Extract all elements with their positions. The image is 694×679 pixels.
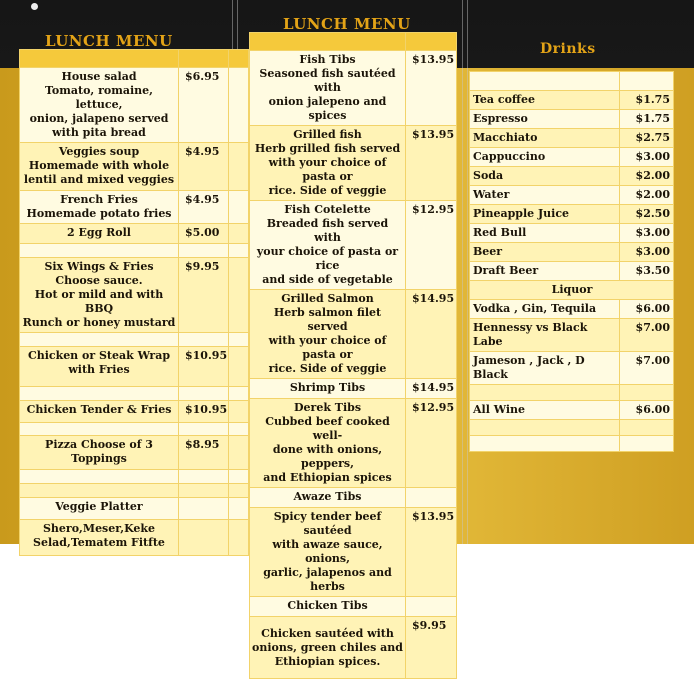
drink-category: [470, 281, 674, 300]
item-price: $10.95: [179, 347, 229, 387]
menu-item: [250, 290, 457, 379]
menu-item: [250, 617, 457, 679]
item-name: Derek Tibs Cubbed beef cooked well- done with onions, peppers, and Ethiopian spices: [250, 399, 406, 488]
drink-item: [470, 243, 674, 262]
middle-menu-title: LUNCH MENU: [283, 15, 411, 33]
drink-name: Red Bull: [470, 224, 620, 243]
item-name: House salad Tomato, romaine, lettuce, onion, jalapeno served with pita bread: [20, 68, 179, 143]
drink-item: [470, 300, 674, 319]
item-name: Chicken or Steak Wrap with Fries: [20, 347, 179, 387]
drink-price: $7.00: [620, 319, 674, 352]
drink-name: Jameson , Jack , D Black: [470, 352, 620, 385]
item-price: $9.95: [406, 617, 457, 679]
drink-price: $7.00: [620, 352, 674, 385]
fold-line-right: [462, 0, 463, 544]
menu-item: [20, 224, 249, 244]
drink-item: [470, 110, 674, 129]
menu-item: [250, 597, 457, 617]
drink-name: Tea coffee: [470, 91, 620, 110]
item-price: $10.95: [179, 401, 229, 423]
item-price: $5.00: [179, 224, 229, 244]
fold-line-right-2: [467, 0, 468, 544]
menu-item: [250, 399, 457, 488]
item-price: $12.95: [406, 399, 457, 488]
drink-item: [470, 186, 674, 205]
drink-price: $3.00: [620, 148, 674, 167]
drink-name: Pineapple Juice: [470, 205, 620, 224]
menu-item: [20, 143, 249, 191]
menu-item: [250, 379, 457, 399]
item-price: [179, 520, 229, 556]
item-name: Six Wings & Fries Choose sauce. Hot or mild and with BBQ Runch or honey mustard: [20, 258, 179, 333]
item-price: [406, 488, 457, 508]
drink-name: Vodka , Gin, Tequila: [470, 300, 620, 319]
item-name: Pizza Choose of 3 Toppings: [20, 436, 179, 470]
drink-item: [470, 205, 674, 224]
drinks-title: Drinks: [540, 41, 596, 57]
menu-item: [20, 520, 249, 556]
drink-name: Cappuccino: [470, 148, 620, 167]
left-menu-title: LUNCH MENU: [45, 32, 173, 50]
menu-item: [20, 436, 249, 470]
item-price: $13.95: [406, 51, 457, 126]
drink-price: $6.00: [620, 401, 674, 420]
menu-item: [250, 488, 457, 508]
drink-name: Water: [470, 186, 620, 205]
item-price: $13.95: [406, 126, 457, 201]
menu-item: [20, 258, 249, 333]
menu-item: [20, 191, 249, 224]
drink-price: $6.00: [620, 300, 674, 319]
drink-name: Soda: [470, 167, 620, 186]
menu-item: [250, 508, 457, 597]
item-name: Spicy tender beef sautéed with awaze sauce, onions, garlic, jalapenos and herbs: [250, 508, 406, 597]
menu-item: [20, 347, 249, 387]
item-name: Shero,Meser,Keke Selad,Tematem Fitfte: [20, 520, 179, 556]
item-name: Grilled Salmon Herb salmon filet served with your choice of pasta or rice. Side of veggie: [250, 290, 406, 379]
item-price: $4.95: [179, 143, 229, 191]
item-name: Chicken Tender & Fries: [20, 401, 179, 423]
drink-item: [470, 224, 674, 243]
left-menu-table: [19, 49, 249, 556]
drink-price: $3.50: [620, 262, 674, 281]
item-name: Chicken Tibs: [250, 597, 406, 617]
menu-item: [250, 201, 457, 290]
menu-item: [20, 68, 249, 143]
drink-price: $3.00: [620, 224, 674, 243]
menu-item: [250, 126, 457, 201]
item-price: $4.95: [179, 191, 229, 224]
drink-price: $2.50: [620, 205, 674, 224]
item-price: [406, 597, 457, 617]
drink-price: [620, 385, 674, 401]
drink-item: [470, 148, 674, 167]
drink-item: [470, 262, 674, 281]
item-price: [179, 498, 229, 520]
drink-price: $2.00: [620, 186, 674, 205]
drink-name: Hennessy vs Black Labe: [470, 319, 620, 352]
item-name: Grilled fish Herb grilled fish served with your choice of pasta or rice. Side of veggie: [250, 126, 406, 201]
drink-name: [470, 385, 620, 401]
item-name: Fish Cotelette Breaded fish served with your choice of pasta or rice and side of vegetable: [250, 201, 406, 290]
drink-price: $3.00: [620, 243, 674, 262]
item-price: $12.95: [406, 201, 457, 290]
drink-item: [470, 167, 674, 186]
drinks-table: [469, 71, 674, 452]
drink-price: $2.00: [620, 167, 674, 186]
item-name: Chicken sautéed with onions, green chiles and Ethiopian spices.: [250, 617, 406, 679]
liquor-heading: Liquor: [470, 281, 674, 300]
item-name: French Fries Homemade potato fries: [20, 191, 179, 224]
drink-item: [470, 91, 674, 110]
item-price: $14.95: [406, 379, 457, 399]
item-name: Veggies soup Homemade with whole lentil and mixed veggies: [20, 143, 179, 191]
drink-price: $2.75: [620, 129, 674, 148]
item-name: Fish Tibs Seasoned fish sautéed with onion jalepeno and spices: [250, 51, 406, 126]
item-name: Shrimp Tibs: [250, 379, 406, 399]
menu-item: [250, 51, 457, 126]
item-price: $13.95: [406, 508, 457, 597]
drink-name: Draft Beer: [470, 262, 620, 281]
menu-item: [20, 401, 249, 423]
item-price: $9.95: [179, 258, 229, 333]
pin-dot: [31, 3, 38, 10]
drink-item: [470, 319, 674, 352]
item-price: $8.95: [179, 436, 229, 470]
drink-name: All Wine: [470, 401, 620, 420]
item-price: $14.95: [406, 290, 457, 379]
item-name: 2 Egg Roll: [20, 224, 179, 244]
drink-name: Espresso: [470, 110, 620, 129]
item-name: Awaze Tibs: [250, 488, 406, 508]
drink-item: [470, 401, 674, 420]
item-price: $6.95: [179, 68, 229, 143]
drink-item: [470, 352, 674, 385]
middle-menu-table: [249, 32, 457, 679]
menu-item: [20, 498, 249, 520]
drink-item: [470, 129, 674, 148]
drink-price: $1.75: [620, 91, 674, 110]
drink-name: Beer: [470, 243, 620, 262]
drink-name: Macchiato: [470, 129, 620, 148]
drink-price: $1.75: [620, 110, 674, 129]
item-name: Veggie Platter: [20, 498, 179, 520]
